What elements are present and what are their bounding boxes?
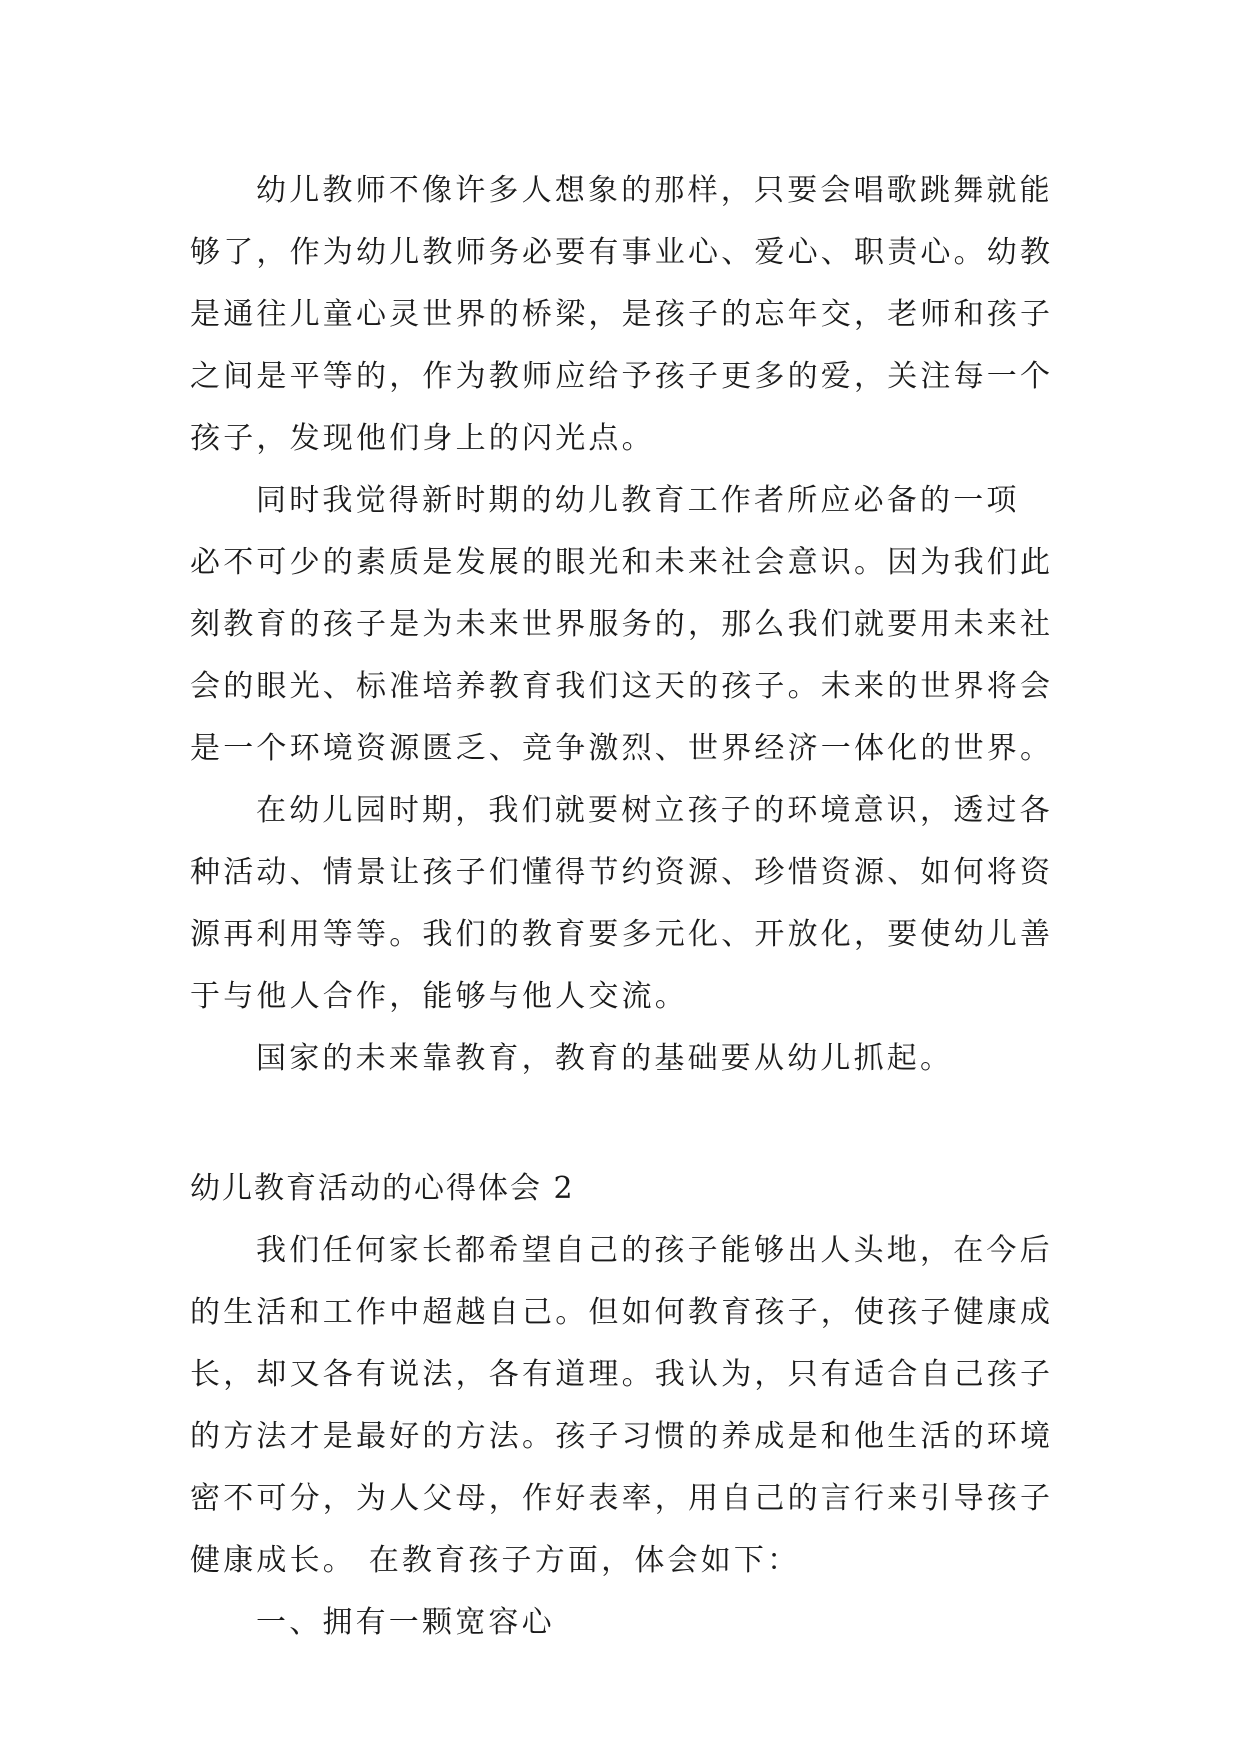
paragraph-line: 密不可分，为人父母，作好表率，用自己的言行来引导孩子 xyxy=(190,1481,1054,1516)
paragraph-line: 之间是平等的，作为教师应给予孩子更多的爱，关注每一个 xyxy=(190,359,1054,394)
paragraph-line: 孩子，发现他们身上的闪光点。 xyxy=(190,421,655,456)
section-spacer xyxy=(190,1090,1050,1158)
paragraph-line: 幼儿教师不像许多人想象的那样，只要会唱歌跳舞就能 xyxy=(256,173,1053,208)
paragraph-line: 必不可少的素质是发展的眼光和未来社会意识。因为我们此 xyxy=(190,545,1054,580)
paragraph-line: 国家的未来靠教育，教育的基础要从幼儿抓起。 xyxy=(256,1041,954,1076)
paragraph-line: 我们任何家长都希望自己的孩子能够出人头地，在今后 xyxy=(256,1233,1053,1268)
paragraph-line: 长，却又各有说法，各有道理。我认为，只有适合自己孩子 xyxy=(190,1357,1054,1392)
paragraph-4 xyxy=(190,1028,1050,1090)
section-paragraph-1 xyxy=(190,1220,1054,1592)
paragraph-line: 同时我觉得新时期的幼儿教育工作者所应必备的一项 xyxy=(256,483,1020,518)
paragraph-line: 够了，作为幼儿教师务必要有事业心、爱心、职责心。幼教 xyxy=(190,235,1054,270)
paragraph-line: 在幼儿园时期，我们就要树立孩子的环境意识，透过各 xyxy=(256,793,1053,828)
paragraph-line: 的生活和工作中超越自己。但如何教育孩子，使孩子健康成 xyxy=(190,1295,1054,1330)
paragraph-2 xyxy=(190,470,1054,780)
paragraph-line: 于与他人合作，能够与他人交流。 xyxy=(190,979,688,1014)
paragraph-1 xyxy=(190,160,1054,470)
document-page xyxy=(190,160,1054,1654)
subheading-line: 一、拥有一颗宽容心 xyxy=(256,1605,555,1640)
section-paragraph-2 xyxy=(190,1592,1050,1654)
section-title: 幼儿教育活动的心得体会 2 xyxy=(190,1171,575,1206)
paragraph-line: 源再利用等等。我们的教育要多元化、开放化，要使幼儿善 xyxy=(190,917,1054,952)
paragraph-line: 刻教育的孩子是为未来世界服务的，那么我们就要用未来社 xyxy=(190,607,1054,642)
paragraph-line: 种活动、情景让孩子们懂得节约资源、珍惜资源、如何将资 xyxy=(190,855,1054,890)
paragraph-line: 健康成长。 在教育孩子方面，体会如下： xyxy=(190,1543,801,1578)
paragraph-line: 会的眼光、标准培养教育我们这天的孩子。未来的世界将会 xyxy=(190,669,1054,704)
paragraph-line: 是通往儿童心灵世界的桥梁，是孩子的忘年交，老师和孩子 xyxy=(190,297,1054,332)
paragraph-line: 的方法才是最好的方法。孩子习惯的养成是和他生活的环境 xyxy=(190,1419,1054,1454)
paragraph-3 xyxy=(190,780,1054,1028)
paragraph-line: 是一个环境资源匮乏、竞争激烈、世界经济一体化的世界。 xyxy=(190,731,1054,766)
